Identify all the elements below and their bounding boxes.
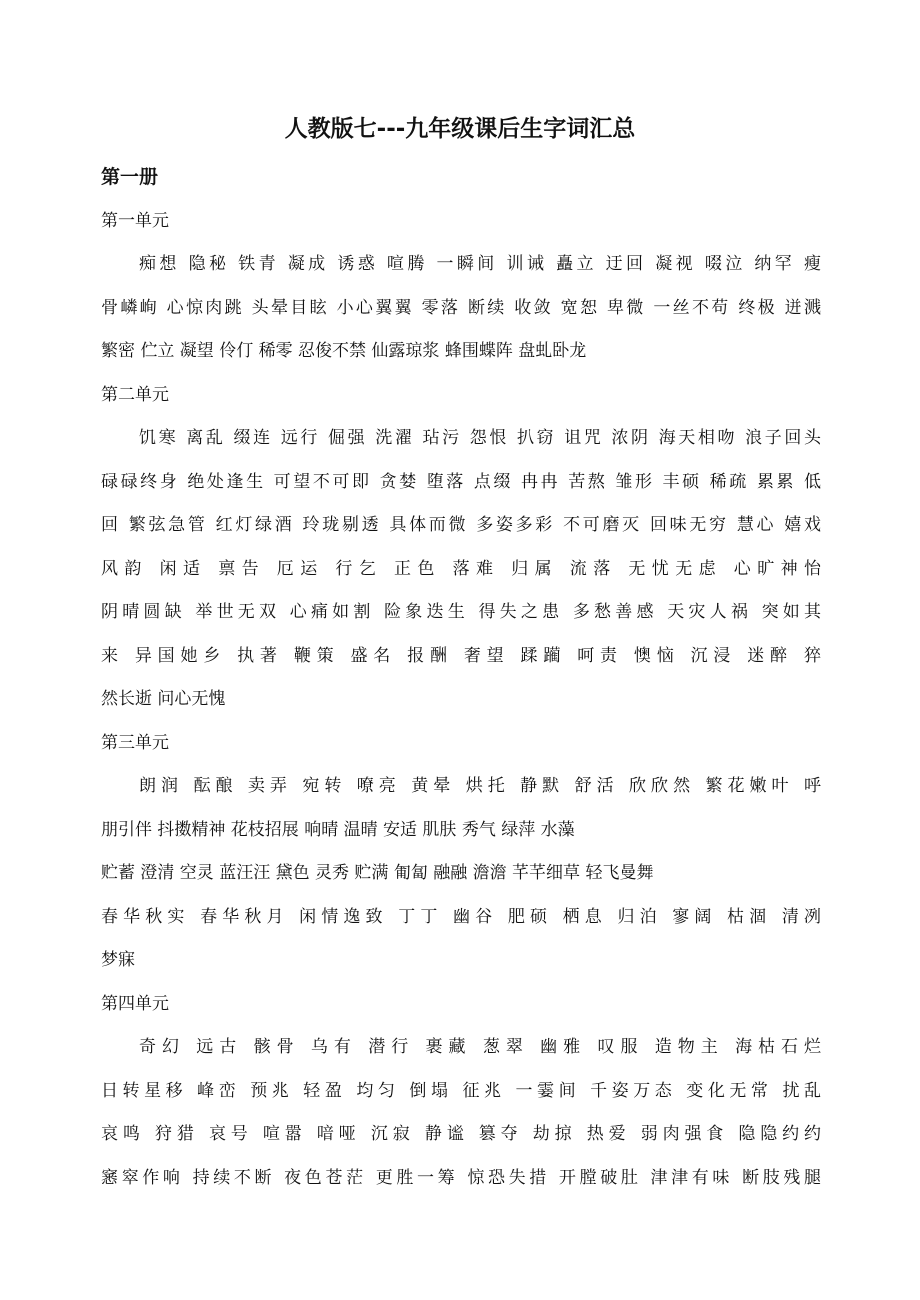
vocab-line: 春华秋实 春华秋月 闲情逸致 丁丁 幽谷 肥硕 栖息 归泊 寥阔 枯涸 清冽	[101, 907, 821, 927]
volume-heading: 第一册	[101, 166, 159, 188]
unit-heading: 第三单元	[101, 733, 169, 753]
unit-heading: 第一单元	[101, 211, 169, 231]
vocab-line: 朗润 酝酿 卖弄 宛转 嘹亮 黄晕 烘托 静默 舒活 欣欣然 繁花嫩叶 呼	[139, 776, 821, 796]
vocab-line: 来 异国她乡 执著 鞭策 盛名 报酬 奢望 蹂躏 呵责 懊恼 沉浸 迷醉 猝	[101, 646, 821, 666]
vocab-line: 哀鸣 狩猎 哀号 喧嚣 喑哑 沉寂 静谧 篡夺 劫掠 热爱 弱肉强食 隐隐约约	[101, 1124, 821, 1144]
vocab-line: 骨嶙峋 心惊肉跳 头晕目眩 小心翼翼 零落 断续 收敛 宽恕 卑微 一丝不苟 终极 迸溅	[101, 298, 821, 318]
vocab-line: 碌碌终身 绝处逢生 可望不可即 贪婪 堕落 点缀 冉冉 苦熬 雏形 丰硕 稀疏 累累 低	[101, 472, 821, 492]
unit-heading: 第二单元	[101, 385, 169, 405]
vocab-line: 贮蓄 澄清 空灵 蓝汪汪 黛色 灵秀 贮满 匍匐 融融 澹澹 芊芊细草 轻飞曼舞	[101, 863, 654, 883]
vocab-line: 回 繁弦急管 红灯绿酒 玲珑剔透 具体而微 多姿多彩 不可磨灭 回味无穷 慧心 嬉戏	[101, 515, 821, 535]
vocab-line: 奇幻 远古 骸骨 乌有 潜行 裹藏 葱翠 幽雅 叹服 造物主 海枯石烂	[139, 1037, 821, 1057]
vocab-line: 饥寒 离乱 缀连 远行 倔强 洗濯 玷污 怨恨 扒窃 诅咒 浓阴 海天相吻 浪子回头	[139, 428, 821, 448]
vocab-line: 痴想 隐秘 铁青 凝成 诱惑 喧腾 一瞬间 训诫 矗立 迂回 凝视 啜泣 纳罕 瘦	[139, 254, 821, 274]
vocab-line: 风韵 闲适 禀告 厄运 行乞 正色 落难 归属 流落 无忧无虑 心旷神怡	[101, 559, 821, 579]
vocab-line: 梦寐	[101, 950, 135, 970]
vocab-line: 然长逝 问心无愧	[101, 689, 226, 709]
document-title: 人教版七---九年级课后生字词汇总	[284, 116, 636, 142]
vocab-line: 日转星移 峰峦 预兆 轻盈 均匀 倒塌 征兆 一霎间 千姿万态 变化无常 扰乱	[101, 1081, 821, 1101]
vocab-line: 繁密 伫立 凝望 伶仃 稀零 忍俊不禁 仙露琼浆 蜂围蝶阵 盘虬卧龙	[101, 341, 587, 361]
vocab-line: 朋引伴 抖擞精神 花枝招展 响晴 温晴 安适 肌肤 秀气 绿萍 水藻	[101, 820, 575, 840]
unit-heading: 第四单元	[101, 994, 169, 1014]
vocab-line: 窸窣作响 持续不断 夜色苍茫 更胜一筹 惊恐失措 开膛破肚 津津有味 断肢残腿	[101, 1168, 821, 1188]
vocab-line: 阴晴圆缺 举世无双 心痛如割 险象迭生 得失之患 多愁善感 天灾人祸 突如其	[101, 602, 821, 622]
